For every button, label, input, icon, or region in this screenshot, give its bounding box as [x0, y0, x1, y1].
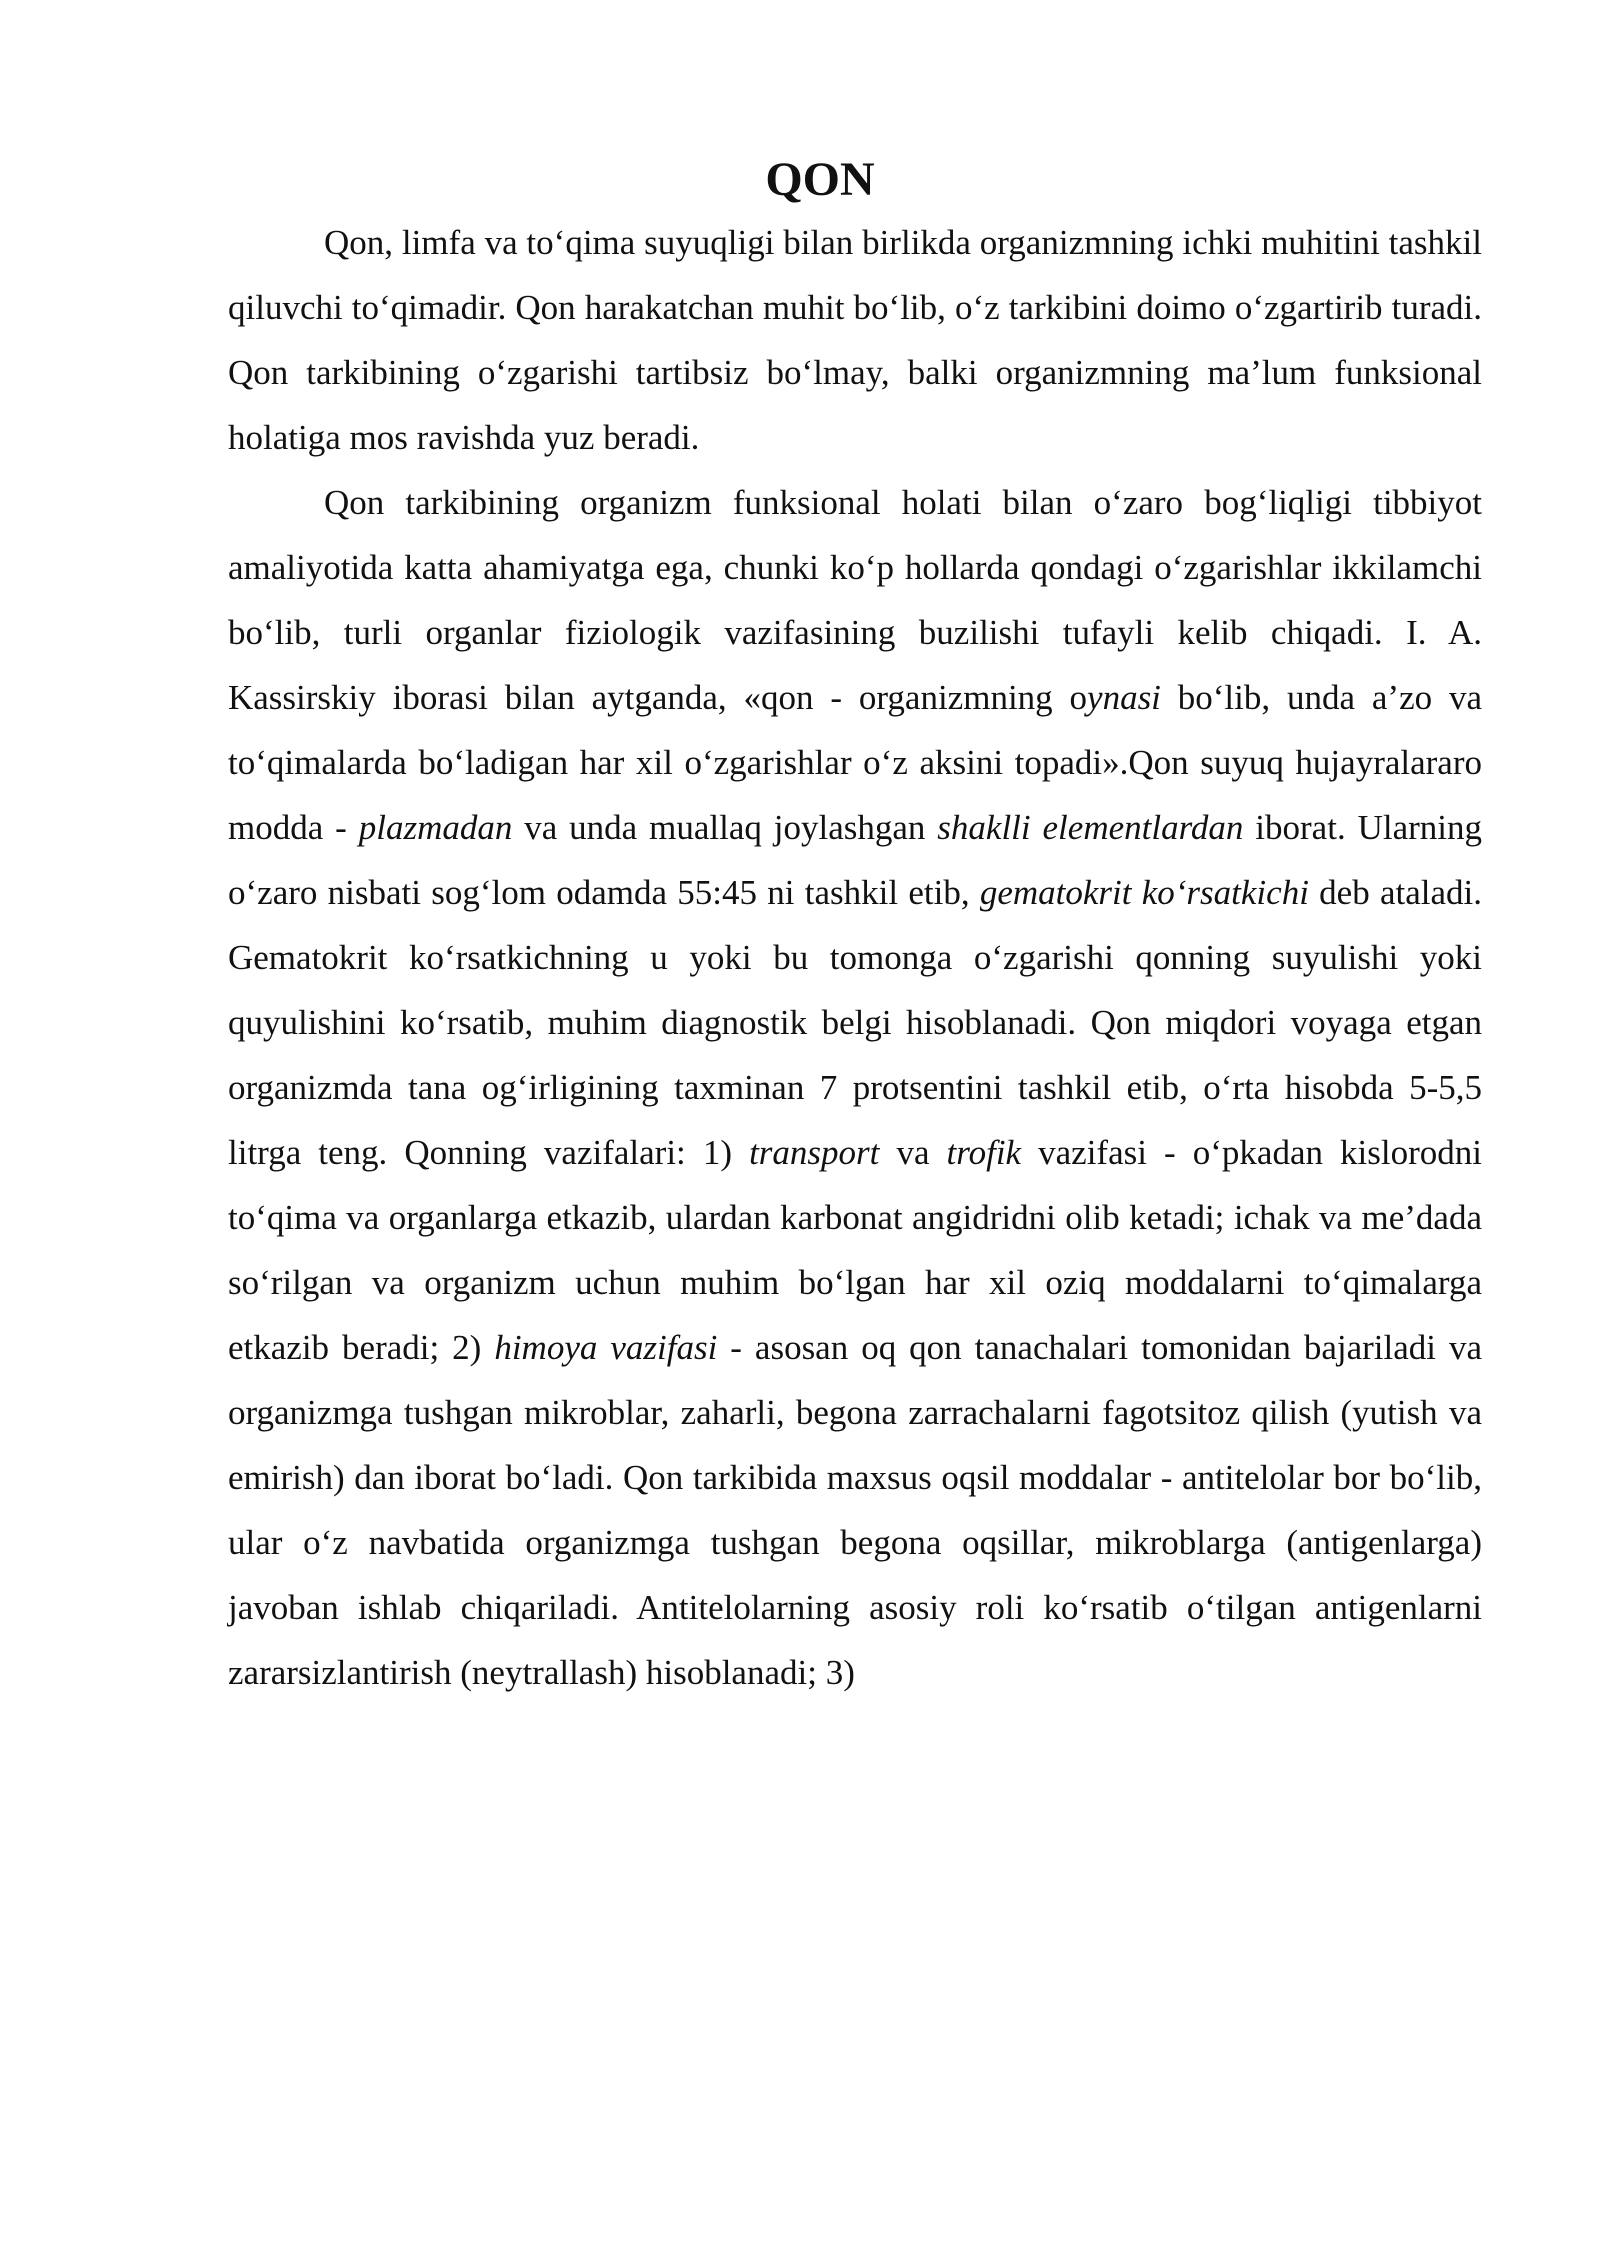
- text-run: deb ataladi. Gematokrit ko‘rsatkichning u yoki bu tomonga o‘zgarishi qonning suyulishi yoki quyulishini ko‘rsatib, muhim diagnostik belgi hisoblanadi. Qon miqdori voyaga etgan organizmda tana og‘irligining taxminan 7 protsentini tashkil etib, o‘rta hisobda 5-5,5 litrga teng. Qonning vazifalari: 1): [228, 873, 1483, 1172]
- text-run: va: [879, 1133, 947, 1172]
- text-run: bo‘lib, unda a’zo va to‘qimalarda bo‘ladigan har xil o‘zgarishlar o‘z aksini topadi».Qon suyuq hujayralararo modda -: [228, 678, 1483, 847]
- text-run: vazifasi - o‘pkadan kislorodni to‘qima va organlarga etkazib, ulardan karbonat angidridni olib ketadi; ichak va me’dada so‘rilgan va organizm uchun muhim bo‘lgan har xil oziq moddalarni to‘qimalarga etkazib beradi; 2): [228, 1133, 1482, 1367]
- text-run: Qon tarkibining organizm funksional holati bilan o‘zaro bog‘liqligi tibbiyot amaliyotida katta ahamiyatga ega, chunki ko‘p hollarda qondagi o‘zgarishlar ikkilamchi bo‘lib, turli organlar fiziologik vazifasining buzilishi tufayli kelib chiqadi. I. A. Kassirskiy iborasi bilan aytganda, «qon - organizmning o: [228, 483, 1482, 717]
- text-run: Qon, limfa va to‘qima suyuqligi bilan birlikda organizmning ichki muhitini tashkil qiluvchi to‘qimadir. Qon harakatchan muhit bo‘lib, o‘z tarkibini doimo o‘zgartirib turadi. Qon tarkibining o‘zgarishi tartibsiz bo‘lmay, balki organizmning ma’lum funksional holatiga mos ravishda yuz beradi.: [228, 223, 1482, 457]
- italic-term: trofik: [946, 1133, 1022, 1172]
- italic-term: shaklli elementlardan: [937, 808, 1244, 847]
- italic-term: ynasi: [1087, 678, 1161, 717]
- italic-term: himoya vazifasi: [494, 1328, 718, 1367]
- text-run: iborat. Ularning o‘zaro nisbati sog‘lom odamda 55:45 ni tashkil etib,: [228, 808, 1483, 912]
- page-title: QON: [765, 153, 875, 206]
- text-run: va unda muallaq joylashgan: [512, 808, 938, 847]
- paragraph-2: [228, 470, 1482, 1705]
- italic-term: plazmadan: [358, 808, 513, 847]
- italic-term: gematokrit ko‘rsatkichi: [979, 873, 1309, 912]
- text-run: - asosan oq qon tanachalari tomonidan bajariladi va organizmga tushgan mikroblar, zaharli, begona zarrachalarni fagotsitoz qilish (yutish va emirish) dan iborat bo‘ladi. Qon tarkibida maxsus oqsil moddalar - antitelolar bor bo‘lib, ular o‘z navbatida organizmga tushgan begona oqsillar, mikroblarga (antigenlarga) javoban ishlab chiqariladi. Antitelolarning asosiy roli ko‘rsatib o‘tilgan antigenlarni zararsizlantirish (neytrallash) hisoblanadi; 3): [228, 1328, 1482, 1692]
- document-body: [228, 210, 1482, 1705]
- paragraph-1: [228, 210, 1482, 470]
- italic-term: transport: [749, 1133, 880, 1172]
